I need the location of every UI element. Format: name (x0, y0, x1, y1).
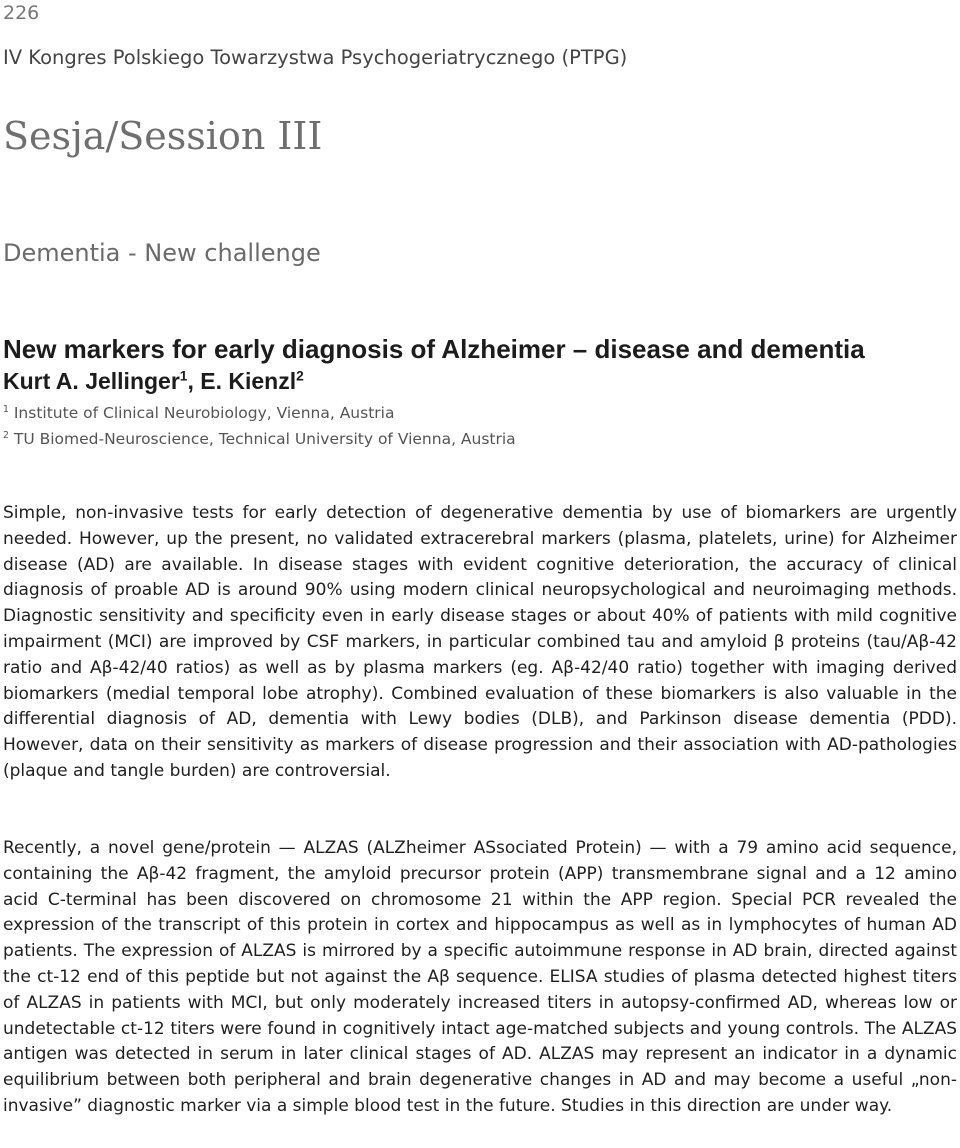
abstract-paragraph: Recently, a novel gene/protein — ALZAS (ALZheimer ASsociated Protein) — with a 79 amino acid sequence, containing the Aβ-42 fragment, the amyloid precursor protein (APP) transmembrane signal and a 12 amino acid C-terminal has been discovered on chromosome 21 within the APP region. Special PCR revealed the expression of the transcript of this protein in cortex and hippocampus as well as in lymphocytes of human AD patients. The expression of ALZAS is mirrored by a specific autoimmune response in AD brain, directed against the ct-12 end of this peptide but not against the Aβ sequence. ELISA studies of plasma detected highest titers of ALZAS in patients with MCI, but only moderately increased titers in autopsy-confirmed AD, whereas low or undetectable ct-12 titers were found in cognitively intact age-matched subjects and young controls. The ALZAS antigen was detected in serum in later clinical stages of AD. ALZAS may represent an indicator in a dynamic equilibrium between both peripheral and brain degenerative changes in AD and may become a useful „non-invasive” diagnostic marker via a simple blood test in the future. Studies in this direction are under way. (3, 838, 957, 1116)
author-list (3, 366, 304, 396)
author-name: E. Kienzl (200, 368, 297, 394)
running-header: IV Kongres Polskiego Towarzystwa Psychogeriatrycznego (PTPG) (3, 46, 628, 69)
affiliation-marker: 1 (3, 403, 9, 415)
affiliation (3, 428, 516, 450)
affiliation-marker: 2 (3, 429, 9, 441)
author-separator: , (187, 368, 201, 394)
affiliation (3, 402, 394, 424)
author-affiliation-marker: 1 (179, 368, 188, 384)
author-name: Kurt A. Jellinger (3, 368, 180, 394)
page-number: 226 (3, 2, 40, 24)
article-title: New markers for early diagnosis of Alzheimer – disease and dementia (3, 334, 865, 364)
affiliation-text: Institute of Clinical Neurobiology, Vienna, Austria (13, 404, 395, 422)
affiliation-text: TU Biomed-Neuroscience, Technical University of Vienna, Austria (13, 430, 516, 448)
author-affiliation-marker: 2 (296, 368, 304, 384)
session-title: Sesja/Session III (3, 114, 323, 158)
session-subtitle: Dementia - New challenge (3, 239, 321, 267)
abstract-paragraph: Simple, non-invasive tests for early detection of degenerative dementia by use of biomarkers are urgently needed. However, up the present, no validated extracerebral markers (plasma, platelets, urine) for Alzheimer disease (AD) are available. In disease stages with evident cognitive deterioration, the accuracy of clinical diagnosis of proable AD is around 90% using modern clinical neuropsychological and neuroimaging methods. Diagnostic sensitivity and specificity even in early disease stages or about 40% of patients with mild cognitive impairment (MCI) are improved by CSF markers, in particular combined tau and amyloid β proteins (tau/Aβ-42 ratio and Aβ-42/40 ratios) as well as by plasma markers (eg. Aβ-42/40 ratio) together with imaging derived biomarkers (medial temporal lobe atrophy). Combined evaluation of these biomarkers is also valuable in the differential diagnosis of AD, dementia with Lewy bodies (DLB), and Parkinson disease dementia (PDD). However, data on their sensitivity as markers of disease progression and their association with AD-pathologies (plaque and tangle burden) are controversial. (3, 503, 957, 781)
